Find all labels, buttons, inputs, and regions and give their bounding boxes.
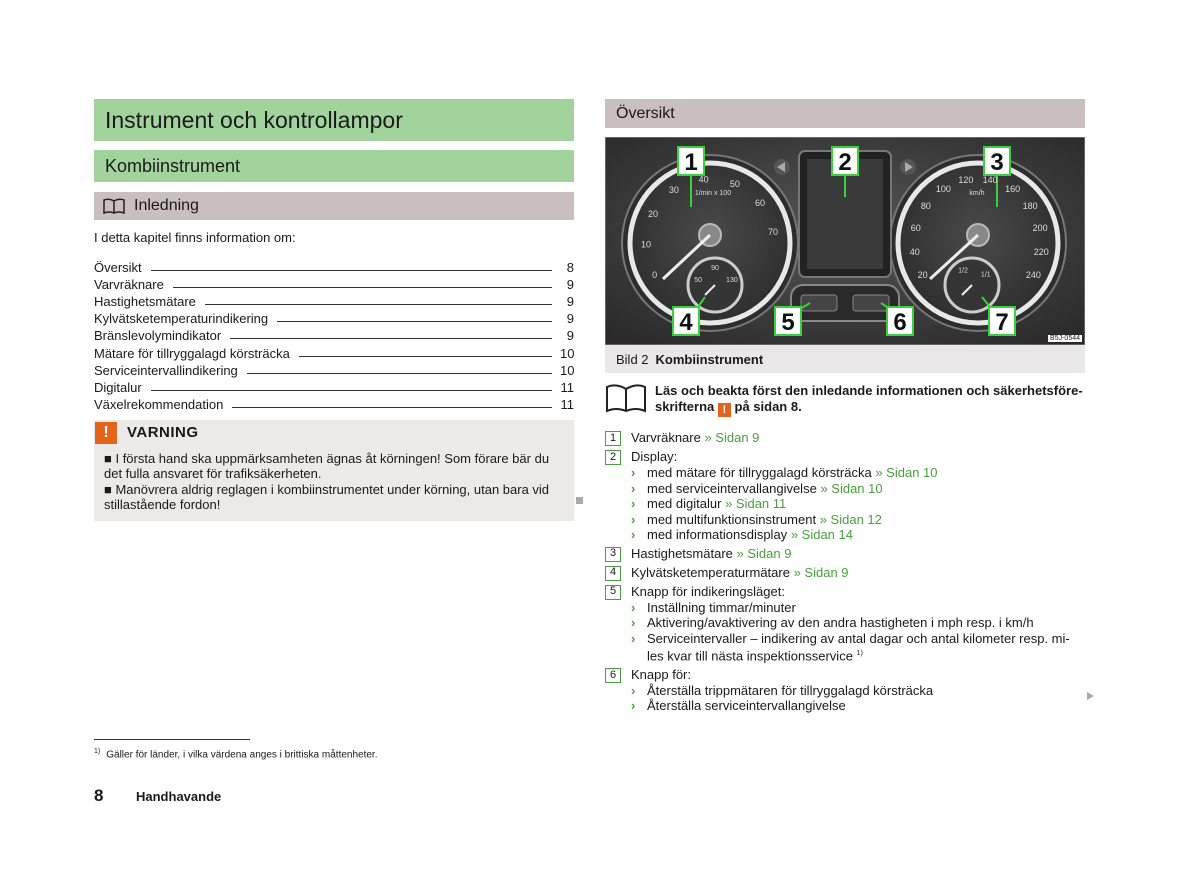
- speedometer-tick-label: 40: [909, 247, 920, 258]
- list-item: 6 Knapp för:: [605, 667, 1085, 683]
- toc-entry[interactable]: Kylvätsketemperaturindikering 9: [94, 311, 574, 327]
- caption-label: Bild 2: [616, 351, 649, 367]
- legend-list: [605, 430, 1085, 714]
- chevron-right-icon: ›: [631, 615, 636, 630]
- warning-icon: !: [95, 422, 117, 444]
- list-item: 1 Varvräknare » Sidan 9: [605, 430, 1085, 446]
- instrument-cluster-drawing: [605, 137, 1085, 345]
- toc-entry[interactable]: Mätare för tillryggalagd körsträcka 10: [94, 345, 575, 361]
- callout-number: 2: [838, 149, 852, 176]
- book-icon: [103, 198, 125, 214]
- intro-text: I detta kapitel finns information om:: [94, 230, 296, 245]
- figure-caption: [605, 345, 1085, 373]
- sub-item: › med serviceintervallangivelse » Sidan 10: [631, 480, 883, 496]
- table-of-contents: [94, 258, 574, 412]
- speedometer-tick-label: 80: [920, 200, 931, 211]
- sub-item: › Aktivering/avaktivering av den andra hastigheten i mph resp. i km/h: [631, 615, 1034, 630]
- subsection-header: [94, 192, 574, 220]
- toc-entry[interactable]: Växelrekommendation 11: [94, 396, 574, 412]
- subsection-title: Inledning: [134, 197, 199, 214]
- page-link[interactable]: » Sidan 9: [704, 430, 760, 445]
- sub-item: › med digitalur » Sidan 11: [631, 496, 787, 511]
- tachometer-unit: 1/min x 100: [694, 190, 732, 197]
- page-link[interactable]: » Sidan 9: [736, 545, 792, 561]
- list-item: 5 Knapp för indikeringsläget:: [605, 584, 1085, 600]
- running-footer: Handhavande: [136, 789, 222, 804]
- temperature-tick-label: 50: [694, 276, 702, 284]
- left-column: [94, 99, 574, 521]
- callout-number: 4: [679, 309, 693, 336]
- item-number: 1: [605, 431, 621, 446]
- page-link[interactable]: » Sidan 12: [819, 511, 882, 527]
- sub-item: › med informationsdisplay » Sidan 14: [631, 527, 853, 542]
- temperature-tick-label: 130: [726, 276, 738, 284]
- item-number: 2: [605, 450, 621, 465]
- note-page-ref[interactable]: på sidan 8.: [734, 399, 802, 414]
- chevron-right-icon: ›: [631, 527, 636, 542]
- chevron-right-icon: ›: [631, 630, 636, 646]
- page-link[interactable]: » Sidan 10: [820, 480, 883, 496]
- chevron-right-icon: ›: [631, 682, 636, 698]
- sub-item: › Återställa serviceintervallangivelse: [631, 698, 846, 714]
- speedometer-tick-label: 180: [1022, 200, 1038, 211]
- warning-paragraph: ■ Manövrera aldrig reglagen i kombiinstrumentet under körning, utan bara vid stillastående fordon!: [104, 481, 550, 513]
- toc-entry[interactable]: Digitalur 11: [94, 379, 574, 395]
- item-number: 6: [605, 668, 621, 683]
- speedometer-tick-label: 60: [910, 222, 921, 233]
- speedometer-unit: km/h: [969, 190, 985, 197]
- callout-number: 5: [781, 309, 795, 336]
- speedometer-tick-label: 200: [1032, 222, 1048, 233]
- fuel-tick-label: 1/1: [980, 271, 991, 279]
- speedometer-tick-label: 140: [982, 175, 998, 186]
- callout-number: 1: [684, 149, 698, 176]
- footnote-ref[interactable]: 1): [856, 650, 863, 657]
- warning-box: [94, 420, 574, 521]
- temperature-tick-label: 90: [711, 265, 719, 272]
- chevron-right-icon: ›: [631, 698, 636, 714]
- overview-heading: Översikt: [605, 99, 1085, 128]
- page-link[interactable]: » Sidan 14: [790, 527, 853, 542]
- speedometer-tick-label: 100: [935, 184, 951, 195]
- speedometer-tick-label: 20: [917, 270, 928, 280]
- callout-number: 3: [990, 149, 1004, 176]
- tachometer-tick-label: 70: [767, 226, 779, 237]
- section-end-marker: [576, 497, 583, 504]
- sub-item: › Serviceintervaller – indikering av antal dagar och antal kilometer resp. mi- les kvar till nästa inspektionsservice $^{1)}$: [631, 630, 1070, 664]
- footnote: $^{1)}$ Gäller för länder, i vilka värdena anges i brittiska måttenheter.: [94, 748, 378, 761]
- chevron-right-icon: ›: [631, 465, 636, 480]
- toc-entry[interactable]: Hastighetsmätare 9: [94, 294, 574, 310]
- chapter-title: Instrument och kontrollampor: [94, 99, 574, 141]
- item-number: 3: [605, 547, 621, 562]
- chevron-right-icon: ›: [631, 511, 636, 527]
- page-link[interactable]: » Sidan 11: [725, 496, 787, 511]
- page-link[interactable]: » Sidan 9: [793, 564, 849, 580]
- caption-title: Kombiinstrument: [655, 351, 764, 367]
- instrument-cluster-figure: [605, 137, 1085, 345]
- item-number: 4: [605, 566, 621, 581]
- page-number: 8: [94, 786, 104, 805]
- toc-entry[interactable]: Bränslevolymindikator 9: [94, 328, 574, 344]
- continue-arrow-icon: [1087, 692, 1094, 700]
- tachometer-tick-label: 10: [640, 239, 652, 250]
- right-column: [605, 99, 1085, 714]
- tachometer-tick-label: 20: [647, 208, 659, 219]
- list-item: 3 Hastighetsmätare » Sidan 9: [605, 546, 1085, 562]
- warning-paragraph: ■ I första hand ska uppmärksamheten ägnas åt körningen! Som förare bär du det fulla ansvaret för trafiksäkerheten.: [104, 450, 550, 482]
- toc-entry[interactable]: Varvräknare 9: [94, 277, 574, 293]
- note-line-1: Läs och beakta först den inledande informationen och säkerhetsföre-: [655, 383, 1083, 398]
- item-number: 5: [605, 585, 621, 600]
- chevron-right-icon: ›: [631, 496, 636, 511]
- tachometer-tick-label: 50: [729, 179, 740, 189]
- note-line-2: skrifterna: [655, 399, 715, 414]
- warning-icon: !: [718, 403, 731, 417]
- sub-item: › med mätare för tillryggalagd körsträcka » Sidan 10: [631, 465, 938, 480]
- tachometer-tick-label: 40: [698, 174, 709, 185]
- warning-title: VARNING: [127, 424, 199, 442]
- list-item: 2 Display:: [605, 449, 1085, 465]
- fuel-tick-label: 1/2: [958, 267, 968, 275]
- tachometer-tick-label: 60: [754, 198, 766, 209]
- speedometer-tick-label: 240: [1025, 270, 1041, 280]
- callout-number: 6: [893, 309, 907, 336]
- toc-entry[interactable]: Serviceintervallindikering 10: [94, 362, 575, 378]
- tachometer-tick-label: 0: [652, 270, 658, 280]
- sub-item: › Återställa trippmätaren för tillryggalagd körsträcka: [631, 682, 934, 698]
- list-item: 4 Kylvätsketemperaturmätare » Sidan 9: [605, 565, 1085, 581]
- sub-item: › med multifunktionsinstrument » Sidan 12: [631, 511, 882, 527]
- figure-code: B5J-0544: [1050, 335, 1080, 342]
- speedometer-tick-label: 160: [1005, 184, 1021, 195]
- callout-number: 7: [995, 309, 1009, 336]
- toc-entry[interactable]: Översikt 8: [94, 260, 574, 276]
- read-first-note: [605, 383, 1085, 417]
- sub-item: › Inställning timmar/minuter: [631, 599, 796, 615]
- tachometer-tick-label: 30: [668, 185, 679, 196]
- speedometer-tick-label: 220: [1033, 247, 1049, 258]
- book-icon: [605, 383, 647, 413]
- footnote-divider: [94, 739, 250, 740]
- chevron-right-icon: ›: [631, 599, 636, 615]
- page-link[interactable]: » Sidan 10: [875, 465, 938, 480]
- speedometer-tick-label: 120: [958, 175, 974, 186]
- chevron-right-icon: ›: [631, 480, 636, 496]
- section-title: Kombiinstrument: [94, 150, 574, 182]
